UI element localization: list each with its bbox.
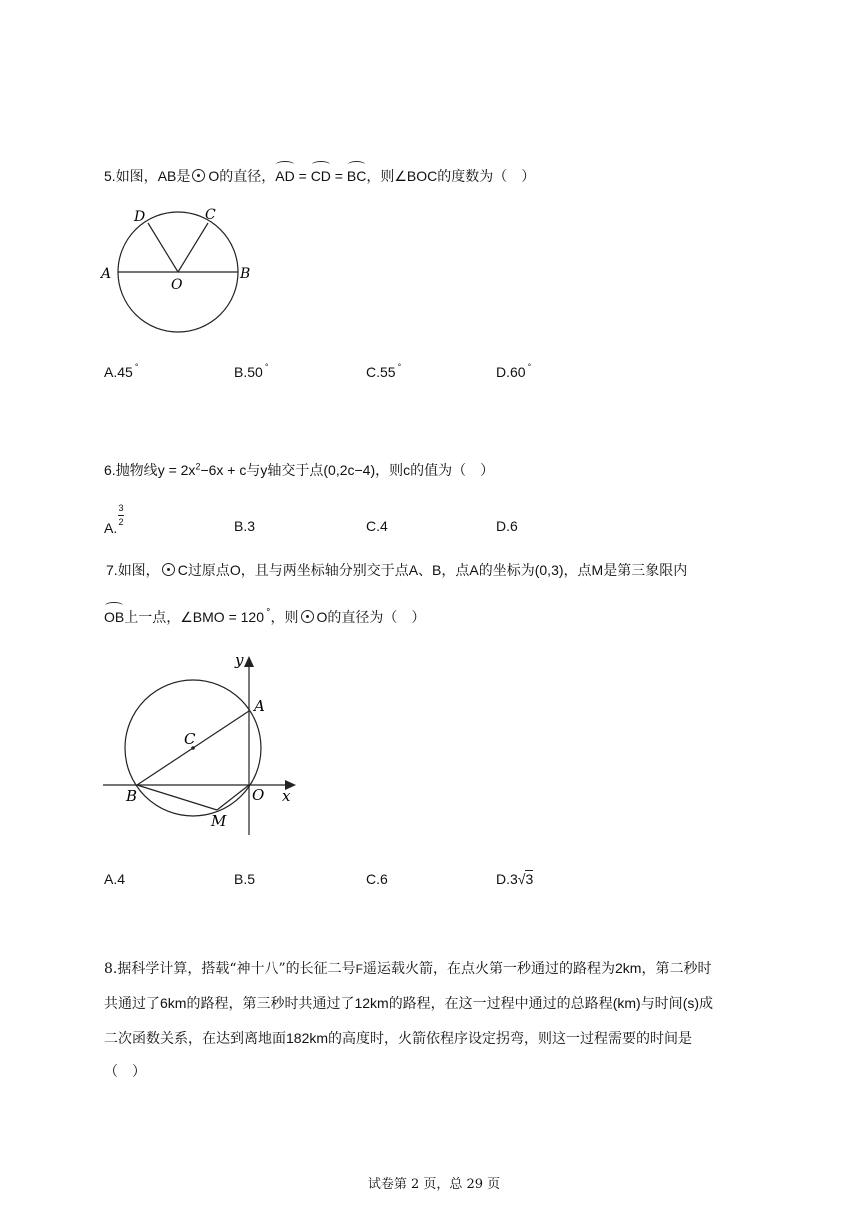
q5-eq2: = [330,168,347,184]
q7-m: M [591,562,604,578]
circle-dot-icon [192,169,205,182]
q8-line2-c: 的路程，在这一过程中通过的总路程 [388,996,613,1012]
q6-number: 6. [104,462,116,478]
q5-option-a-unit: ° [134,362,139,372]
q5-is: 是 [176,169,191,185]
q7-stem-line2 [104,607,425,627]
q7-line2-b: ，则 [270,610,299,626]
q5-option-b-value: 50 [247,364,263,380]
q5-option-d-value: 60 [510,364,526,380]
q7-arc-ob: OB [104,609,125,625]
q7-o2: O [316,609,328,625]
q7-label-b: B [126,787,138,805]
circle-dot-icon [301,610,314,623]
q8-line3-a: 二次函数关系，在达到离地面 [104,1031,286,1047]
q8-km2: 6km [160,995,187,1011]
q7-through: 过原点 [187,563,230,579]
q5-angle: ∠BOC [394,168,438,184]
q7-option-a-letter: A. [104,871,118,887]
q6-c: c [403,462,411,478]
q5-then: ，则 [366,169,395,185]
q5-option-a [104,362,138,380]
q5-option-d-letter: D. [496,364,510,380]
q8-unit-km: (km) [612,995,641,1011]
q5-radius-od [148,223,178,272]
q7-option-a [104,871,125,887]
q8-line3-b: 的高度时，火箭依程序设定拐弯，则这一过程需要的时间是 [328,1031,693,1047]
q7-deg: ° [266,608,271,618]
q5-arc-cd: CD [310,168,331,184]
q6-option-a-fraction [118,504,124,527]
fraction-bar [118,515,124,516]
q6-option-c-value: 4 [380,518,388,534]
q6-option-d-value: 6 [510,518,518,534]
q7-label-x: x [282,787,291,805]
q7-option-b-letter: B. [234,871,248,887]
q6-option-a-numerator: 3 [118,503,124,513]
q7-figure [100,648,310,838]
q7-angle: ∠BMO = 120 [180,609,264,625]
q8-line2-b: 的路程，第三秒时共通过了 [186,996,355,1012]
q7-coord-txt: 的坐标为 [478,563,535,579]
q7-o: O [229,562,241,578]
q5-option-a-letter: A. [104,364,118,380]
q8-unit-s: (s) [682,995,700,1011]
q6-y: y [260,462,268,478]
q8-line2-e: 成 [699,996,714,1012]
q5-option-b-unit: ° [264,362,269,372]
q7-label-c: C [184,730,196,748]
q5-arc-bc: BC [346,168,367,184]
q5-o: O [208,168,220,184]
q7-label-y: y [235,651,244,669]
q7-a2: A [469,562,479,578]
q7-option-a-value: 4 [117,871,126,887]
q6-lead: 抛物线 [115,463,158,479]
q7-rest1: ，且与两坐标轴分别交于点 [240,563,409,579]
q5-option-c-letter: C. [366,364,380,380]
q7-option-c-letter: C. [366,871,380,887]
q7-sep: 、 [418,563,433,579]
q5-diam: 的直径， [219,169,276,185]
q6-option-c [366,518,388,534]
q5-option-d [496,362,531,380]
q7-option-b [234,871,255,887]
q6-option-b-value: 3 [247,518,256,534]
q5-option-c [366,362,401,380]
q5-eq1: = [294,168,311,184]
q6-option-b [234,518,255,534]
q5-ab: AB [157,168,177,184]
q8-km1: 2km [615,960,642,976]
q7-tail: 的直径为（ ） [327,610,426,626]
q5-option-c-unit: ° [397,362,402,372]
q6-point: (0,2c−4) [323,462,376,478]
q8-line1-b: 遥运载火箭，在点火第一秒通过的路程为 [363,961,616,977]
q6-then: ，则 [375,463,404,479]
q7-option-c-value: 6 [380,871,388,887]
q5-option-b-letter: B. [234,364,248,380]
q8-line3 [104,1028,692,1048]
q7-lead: 如图， [117,563,160,579]
q7-a: A [408,562,419,578]
q6-option-a-letter: A. [104,520,118,536]
q8-line1 [104,958,711,978]
q7-stem-line1 [106,560,687,580]
sqrt-icon: √ [517,871,526,887]
q5-label-o: O [171,277,183,293]
q7-label-o: O [252,786,265,804]
q6-option-b-letter: B. [234,518,248,534]
q7-b: B [432,562,442,578]
q5-number: 5. [104,168,116,184]
q5-option-a-value: 45 [117,364,133,380]
q7-option-c [366,871,388,887]
q7-coord: (0,3) [534,562,564,578]
q8-line4 [104,1061,146,1081]
q8-km4: 182km [286,1030,329,1046]
q7-option-d-coef: 3 [510,871,518,887]
q7-label-a: A [254,697,265,715]
q7-segment-bm [137,785,217,810]
q7-rest4: 是第三象限内 [603,563,688,579]
q5-option-d-unit: ° [527,362,532,372]
q8-line1-c: ，第二秒时 [641,961,712,977]
q6-mid: 与 [246,463,261,479]
q5-option-b [234,362,268,380]
q8-line1-a: 8.据科学计算，搭载“神十八”的长征二号 [104,961,356,977]
q6-mid2: 轴交于点 [267,463,324,479]
q7-option-d-radicand: 3 [525,871,534,887]
q6-option-d [496,518,518,534]
q5-label-b: B [240,266,251,282]
q7-line2-a: 上一点， [124,610,181,626]
q5-arc-ad: AD [275,168,295,184]
q5-tail: 的度数为（ ） [437,169,536,185]
q7-rest3: ，点 [563,563,592,579]
q8-line2 [104,993,713,1013]
q6-eq-pre: y = 2x [157,462,196,478]
q7-number: 7. [106,562,118,578]
q8-km3: 12km [354,995,389,1011]
q7-c: C [177,562,188,578]
q5-label-a: A [101,266,112,282]
q6-option-c-letter: C. [366,518,380,534]
y-axis-arrow-icon [244,656,254,667]
q7-option-d [496,871,533,887]
q5-radius-oc [178,223,208,272]
q7-label-m: M [211,812,227,830]
q6-eq-exp: 2 [195,461,201,472]
q7-rest2: ，点 [441,563,470,579]
page-footer: 试卷第 2 页，总 29 页 [367,1177,501,1192]
q7-option-d-letter: D. [496,871,510,887]
q8-f: F [355,962,364,976]
q8-line2-d: 与时间 [640,996,683,1012]
q5-figure [95,200,265,345]
q5-label-d: D [134,209,146,225]
q8-answer-paren: （ ） [104,1064,146,1080]
q6-stem [104,460,494,480]
q7-option-b-value: 5 [247,871,256,887]
q6-eq-post: −6x + c [200,462,247,478]
q7-segment-mo [217,785,249,810]
q6-option-d-letter: D. [496,518,510,534]
q5-label-c: C [205,207,216,223]
circle-dot-icon [162,563,175,576]
q5-lead: 如图， [115,169,158,185]
q8-line2-a: 共通过了 [104,996,160,1012]
q5-option-c-value: 55 [380,364,396,380]
q6-option-a-denominator: 2 [118,517,124,527]
q5-stem [104,166,535,186]
q6-tail: 的值为（ ） [410,463,495,479]
